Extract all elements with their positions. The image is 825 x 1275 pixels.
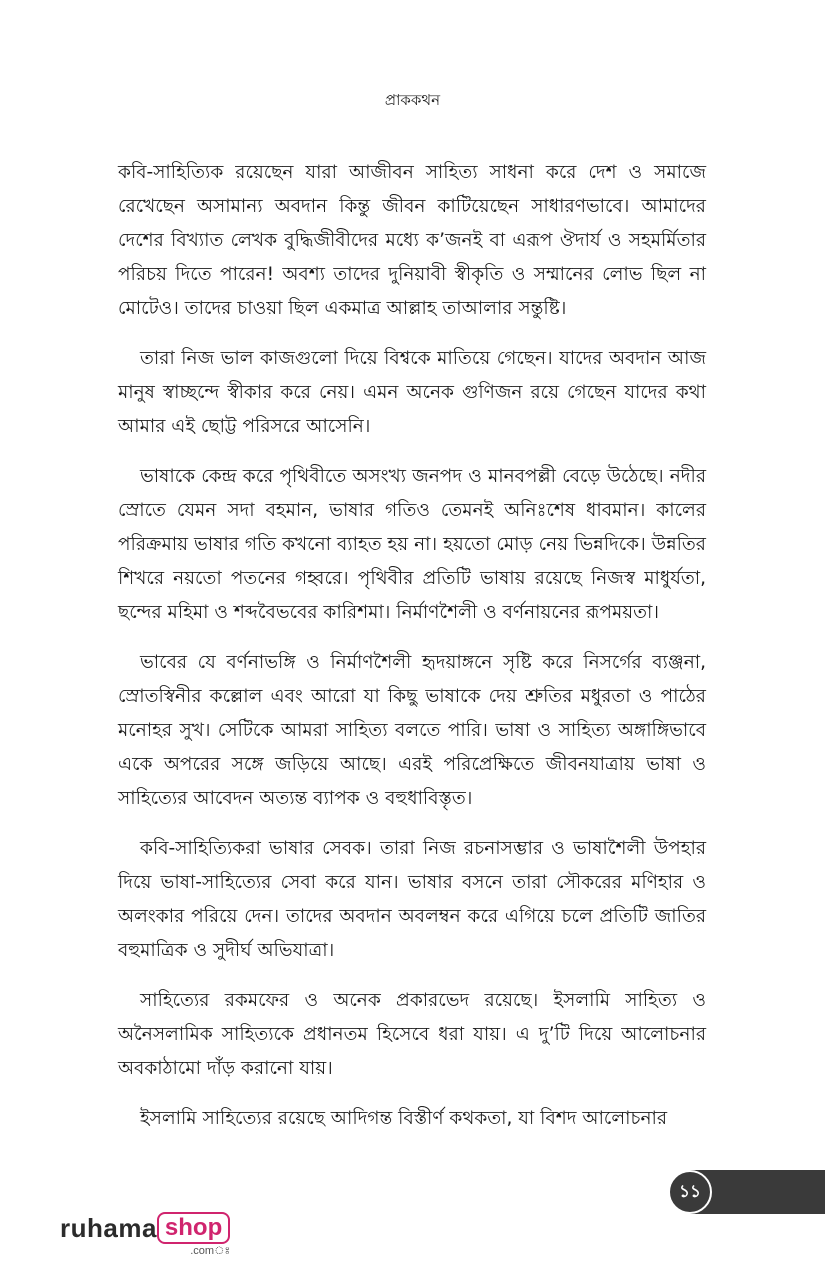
publisher-logo bbox=[60, 1212, 230, 1256]
logo-text-shop: shop bbox=[157, 1212, 230, 1244]
page-number-badge bbox=[668, 1170, 712, 1214]
logo-text-ruhama: ruhama bbox=[60, 1213, 157, 1243]
paragraph-2: তারা নিজ ভাল কাজগুলো দিয়ে বিশ্বকে মাতিয়ে গেছেন। যাদের অবদান আজ মানুষ স্বাচ্ছন্দে স্বীকার করে নেয়। এমন অনেক গুণিজন রয়ে গেছেন যাদের কথা আমার এই ছোট্ট পরিসরে আসেনি। bbox=[118, 348, 706, 437]
paragraph-4: ভাবের যে বর্ণনাভঙ্গি ও নির্মাণশৈলী হৃদয়াঙ্গনে সৃষ্টি করে নিসর্গের ব্যঞ্জনা, স্রোতস্বিনীর কল্লোল এবং আরো যা কিছু ভাষাকে দেয় শ্রুতির মধুরতা ও পাঠের মনোহর সুখ। সেটিকে আমরা সাহিত্য বলতে পারি। ভাষা ও সাহিত্য অঙ্গাঙ্গিভাবে একে অপরের সঙ্গে জড়িয়ে আছে। এরই পরিপ্রেক্ষিতে জীবনযাত্রায় ভাষা ও সাহিত্যের আবেদন অত্যন্ত ব্যাপক ও বহুধাবিস্তৃত। bbox=[118, 652, 706, 809]
body-text bbox=[118, 156, 706, 1152]
logo-text-domain: .comঃ bbox=[190, 1245, 231, 1257]
paragraph-1: কবি-সাহিত্যিক রয়েছেন যারা আজীবন সাহিত্য সাধনা করে দেশ ও সমাজে রেখেছেন অসামান্য অবদান কিন্তু জীবন কাটিয়েছেন সাধারণভাবে। আমাদের দেশের বিখ্যাত লেখক বুদ্ধিজীবীদের মধ্যে ক’জনই বা এরূপ ঔদার্য ও সহমর্মিতার পরিচয় দিতে পারেন! অবশ্য তাদের দুনিয়াবী স্বীকৃতি ও সম্মানের লোভ ছিল না মোটেও। তাদের চাওয়া ছিল একমাত্র আল্লাহ তাআলার সন্তুষ্টি। bbox=[118, 162, 706, 319]
page-number: ১১ bbox=[678, 1181, 702, 1202]
paragraph-3: ভাষাকে কেন্দ্র করে পৃথিবীতে অসংখ্য জনপদ ও মানবপল্লী বেড়ে উঠেছে। নদীর স্রোতে যেমন সদা বহমান, ভাষার গতিও তেমনই অনিঃশেষ ধাবমান। কালের পরিক্রমায় ভাষার গতি কখনো ব্যাহত হয় না। হয়তো মোড় নেয় ভিন্নদিকে। উন্নতির শিখরে নয়তো পতনের গহ্বরে। পৃথিবীর প্রতিটি ভাষায় রয়েছে নিজস্ব মাধুর্যতা, ছন্দের মহিমা ও শব্দবৈভবের কারিশমা। নির্মাণশৈলী ও বর্ণনায়নের রূপময়তা। bbox=[118, 466, 706, 623]
running-title: প্রাককথন bbox=[384, 91, 441, 109]
paragraph-5: কবি-সাহিত্যিকরা ভাষার সেবক। তারা নিজ রচনাসম্ভার ও ভাষাশৈলী উপহার দিয়ে ভাষা-সাহিত্যের সেবা করে যান। ভাষার বসনে তারা সৌকরের মণিহার ও অলংকার পরিয়ে দেন। তাদের অবদান অবলম্বন করে এগিয়ে চলে প্রতিটি জাতির বহুমাত্রিক ও সুদীর্ঘ অভিযাত্রা। bbox=[118, 838, 706, 961]
paragraph-6: সাহিত্যের রকমফের ও অনেক প্রকারভেদ রয়েছে। ইসলামি সাহিত্য ও অনৈসলামিক সাহিত্যকে প্রধানতম হিসেবে ধরা যায়। এ দু’টি দিয়ে আলোচনার অবকাঠামো দাঁড় করানো যায়। bbox=[118, 990, 706, 1079]
paragraph-7: ইসলামি সাহিত্যের রয়েছে আদিগন্ত বিস্তীর্ণ কথকতা, যা বিশদ আলোচনার bbox=[140, 1108, 668, 1129]
